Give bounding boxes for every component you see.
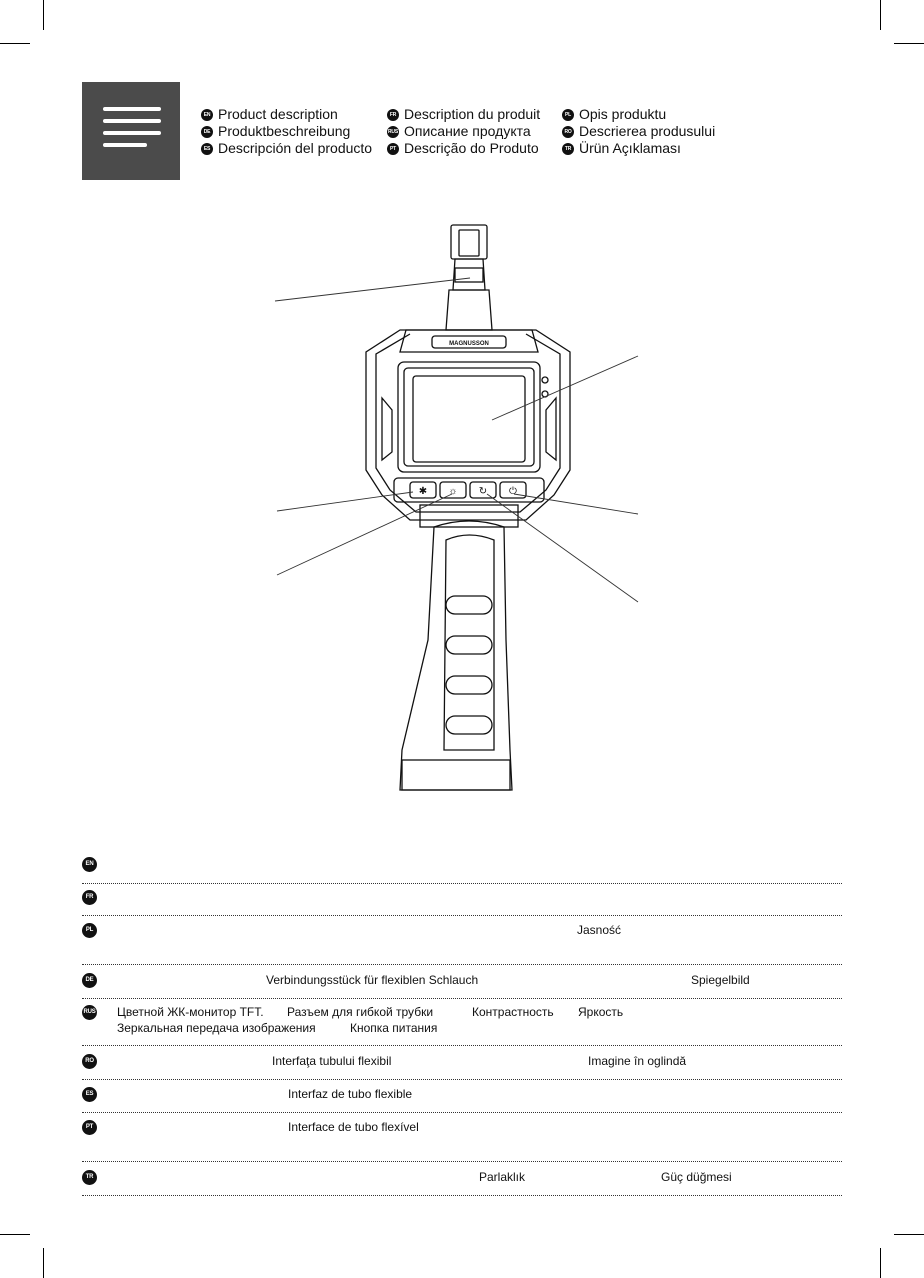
header-label: Descrierea produsului: [579, 123, 716, 139]
leader-line: [514, 494, 638, 514]
leader-line: [277, 494, 452, 575]
language-badge: FR: [387, 109, 399, 121]
crop-mark: [894, 1234, 924, 1235]
legend-text: Parlaklık: [479, 1170, 526, 1184]
legend-text: Interfaţa tubului flexibil: [272, 1054, 392, 1068]
legend-text: Зеркальная передача изображения: [117, 1021, 316, 1035]
language-badge: FR: [82, 890, 97, 905]
language-badge: EN: [82, 857, 97, 872]
header-label: Description du produit: [404, 106, 541, 122]
language-badge: PL: [82, 923, 97, 938]
language-badge: PL: [562, 109, 574, 121]
language-badge: RO: [82, 1054, 97, 1069]
leader-line: [275, 278, 470, 301]
legend-row-es: [82, 1085, 842, 1113]
language-badge: TR: [82, 1170, 97, 1185]
language-badge: DE: [201, 126, 213, 138]
header-label: Opis produktu: [579, 106, 667, 122]
header-label: Descrição do Produto: [404, 140, 539, 156]
language-badge: ES: [82, 1087, 97, 1102]
header-label: Produktbeschreibung: [218, 123, 351, 139]
legend-row-fr: [82, 888, 842, 916]
language-badge: ES: [201, 143, 213, 155]
legend-row-en: [82, 855, 842, 884]
legend-text: Яркость: [578, 1005, 624, 1019]
brightness-icon: ✱: [418, 486, 428, 497]
legend-row-pl: [82, 921, 842, 965]
crop-mark: [880, 1248, 881, 1278]
language-badge: RUS: [387, 126, 399, 138]
legend-text: Imagine în oglindă: [588, 1054, 687, 1068]
language-badge: PT: [387, 143, 399, 155]
language-badge: DE: [82, 973, 97, 988]
legend-text: Цветной ЖК-монитор TFT.: [117, 1005, 264, 1019]
header-label: Descripción del producto: [218, 140, 373, 156]
legend-text: Контрастность: [472, 1005, 554, 1019]
header-label: Ürün Açıklaması: [579, 140, 681, 156]
screen-bezel: [398, 362, 540, 472]
header-label: Описание продукта: [404, 123, 531, 139]
light-icon: ☼: [448, 486, 458, 497]
power-icon: ⏻: [509, 486, 517, 497]
legend-row-rus: [82, 1003, 842, 1046]
legend-row-ro: [82, 1052, 842, 1080]
legend-text: Güç düğmesi: [661, 1170, 732, 1184]
rotate-icon: ↻: [478, 486, 488, 497]
legend-text: Разъем для гибкой трубки: [287, 1005, 434, 1019]
language-badge: RO: [562, 126, 574, 138]
legend-text: Interfaz de tubo flexible: [288, 1087, 413, 1101]
brand-text: MAGNUSSON: [449, 341, 489, 347]
language-badge: TR: [562, 143, 574, 155]
legend-text: Interface de tubo flexível: [288, 1120, 419, 1134]
legend-text: Verbindungsstück für flexiblen Schlauch: [266, 973, 479, 987]
legend-row-pt: [82, 1118, 842, 1162]
legend-text: Кнопка питания: [350, 1021, 438, 1035]
device-neck: [446, 290, 492, 330]
crop-mark: [0, 1234, 30, 1235]
legend-row-tr: [82, 1168, 842, 1196]
language-badge: RUS: [82, 1005, 97, 1020]
legend-text: Spiegelbild: [691, 973, 750, 987]
probe-collar: [453, 259, 485, 290]
header-label: Product description: [218, 106, 338, 122]
leader-line: [277, 492, 413, 511]
crop-mark: [43, 1248, 44, 1278]
language-badge: PT: [82, 1120, 97, 1135]
legend-row-de: [82, 971, 842, 999]
language-badge: EN: [201, 109, 213, 121]
leader-line: [492, 356, 638, 420]
tft-screen: [413, 376, 525, 462]
legend-text: Jasność: [577, 923, 622, 937]
